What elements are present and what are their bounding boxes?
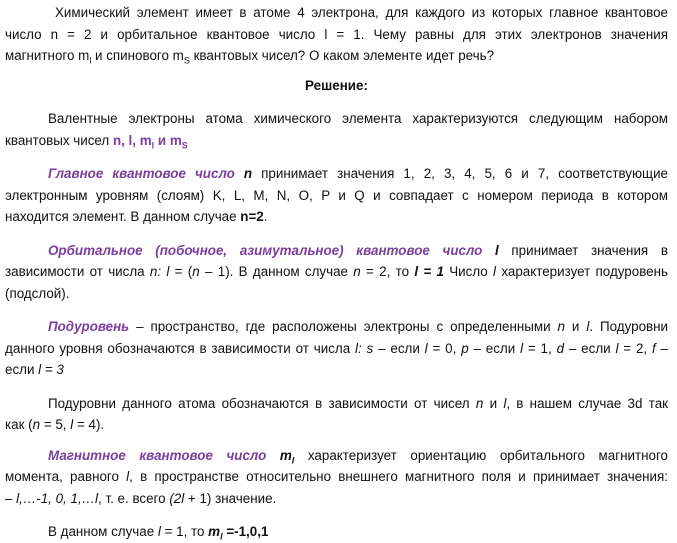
- problem-line-2: число n = 2 и орбитальное квантовое число l = 1. Чему равны для этих электронов значения: [5, 26, 668, 42]
- term-orbital: Орбитальное (побочное, азимутальное) квантовое число: [48, 242, 483, 258]
- paragraph-magnetic-number: Магнитное квантовое число $m_l$ характеризует ориентацию орбитального магнитного момента, равного l, в пространстве относительно внешнего магнитного поля и принимает значения: – l,…-1, 0, 1,…l, т. е. всего (2l + 1) значение.: [5, 447, 668, 506]
- solution-heading: Решение:: [305, 77, 368, 93]
- paragraph-valence: Валентные электроны атома химического элемента характеризуются следующим набором квантовых чисел n, l, $m_l$ и $m_S$: [5, 111, 668, 151]
- problem-line-3: магнитного $m_l$ и спинового $m_S$ квантовых чисел? О каком элементе идет речь?: [5, 48, 495, 66]
- term-sublevel: Подуровень: [48, 319, 130, 334]
- paragraph-orbital-number: Орбитальное (побочное, азимутальное) квантовое число l принимает значения в зависимости от числа n: l = (n – 1). В данном случае n = 2, то l = 1 Число l характеризует подуровень (подслой).: [5, 242, 668, 301]
- term-principal: Главное квантовое число: [48, 166, 235, 181]
- paragraph-sublevel: Подуровень – пространство, где расположены электроны с определенными n и l. Подуровни данного уровня обозначаются в зависимости от числа l: s – если l = 0, p – если l = 1, d – если l = 2, f – если l = 3: [5, 319, 669, 377]
- term-magnetic: Магнитное квантовое число: [48, 447, 267, 463]
- problem-line-1: Химический элемент имеет в атоме 4 электрона, для каждого из которых главное квантовое: [55, 5, 668, 20]
- spacer: [5, 96, 668, 108]
- paragraph-sublevels-atom: Подуровни данного атома обозначаются в зависимости от чисел n и l, в нашем случае 3d так как (n = 5, l = 4).: [5, 395, 668, 432]
- problem-statement: [5, 2, 668, 67]
- paragraph-principal-number: Главное квантовое число n принимает значения 1, 2, 3, 4, 5, 6 и 7, соответствующие электронным уровням (слоям) K, L, M, N, O, P и Q и совпадает с номером периода в котором находится элемент. В данном случае n=2.: [5, 166, 668, 224]
- paragraph-conclusion: В данном случае l = 1, то $m_l =-1,0,1$: [48, 524, 269, 542]
